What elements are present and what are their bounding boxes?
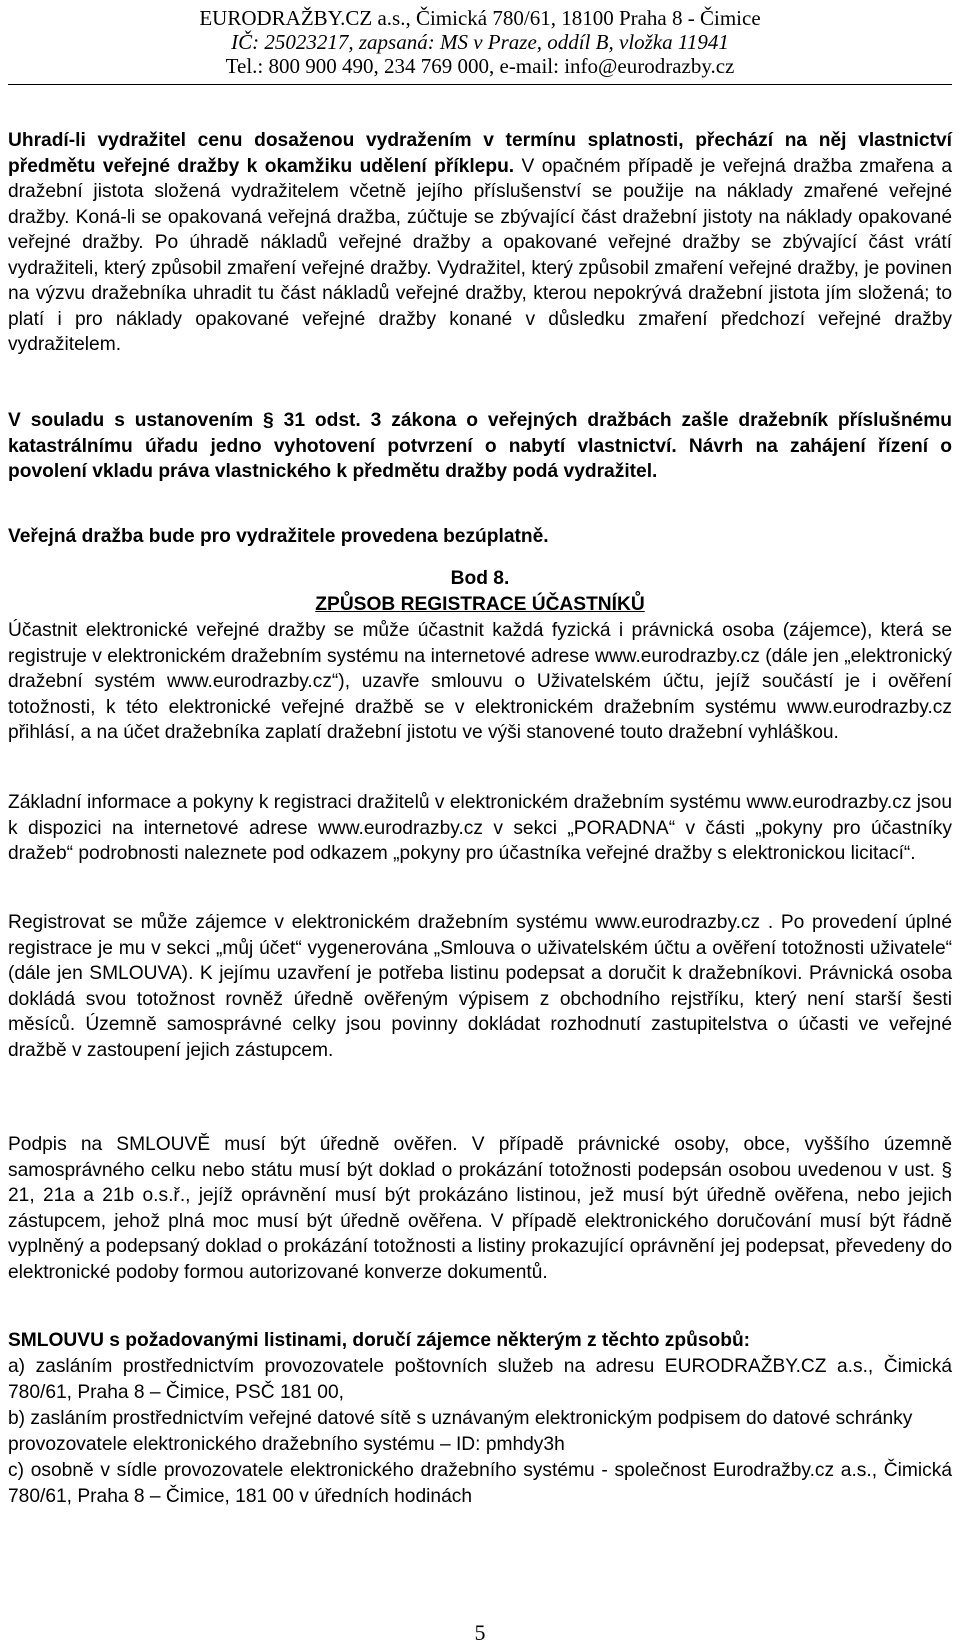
paragraph-registration-intro: Účastnit elektronické veřejné dražby se může účastnit každá fyzická i právnická osoba (zájemce), která se registruje v elektronickém dražebním systému na internetové adrese www.eurodrazby.cz (dále jen „elektronický dražební systém www.eurodrazby.cz“), uzavře smlouvu o Uživatelském účtu, jejíž součástí je i ověření totožnosti, k této elektronické veřejné dražbě se v elektronickém dražebním systému www.eurodrazby.cz přihlásí, a na účet dražebníka zaplatí dražební jistotu ve výši stanovené touto dražební vyhláškou. — [8, 620, 952, 743]
paragraph-payment-bold: Uhradí-li vydražitel cenu dosaženou vydražením v termínu splatnosti, přechází na něj vlastnictví předmětu veřejné dražby k okamžiku udělení příklepu. — [8, 130, 952, 177]
delivery-option-personal: c) osobně v sídle provozovatele elektronického dražebního systému - společnost Eurodražby.cz a.s., Čimická 780/61, Praha 8 – Čimice, 181 00 v úředních hodinách — [8, 1460, 952, 1507]
header-registration-line: IČ: 25023217, zapsaná: MS v Praze, oddíl B, vložka 11941 — [231, 30, 729, 54]
paragraph-payment-rest: V opačném případě je veřejná dražba zmařena a dražební jistota složená vydražitelem včetně jejího příslušenství se použije na náklady zmařené veřejné dražby. Koná-li se opakovaná veřejná dražba, zúčtuje se zbývající část dražební jistoty na náklady opakované veřejné dražby. Po úhradě nákladů veřejné dražby a opakované veřejné dražby se zbývající část vrátí vydražiteli, který způsobil zmaření veřejné dražby. Vydražitel, který způsobil zmaření veřejné dražby, je povinen na výzvu dražebníka uhradit tu část nákladů veřejné dražby, kterou nepokrývá dražební jistota jím složená; to platí i pro náklady opakované veřejné dražby konané v důsledku zmaření předchozí veřejné dražby vydražitelem. — [8, 155, 952, 355]
section-title: ZPŮSOB REGISTRACE ÚČASTNÍKŮ — [315, 594, 645, 615]
delivery-option-post: a) zasláním prostřednictvím provozovatele poštovních služeb na adresu EURODRAŽBY.CZ a.s., Čimická 780/61, Praha 8 – Čimice, PSČ 181 00, — [8, 1356, 952, 1403]
paragraph-register: Registrovat se může zájemce v elektronickém dražebním systému www.eurodrazby.cz . Po provedení úplné registrace je mu v sekci „můj účet“ vygenerována „Smlouva o uživatelském účtu a ověření totožnosti uživatele“ (dále jen SMLOUVA). K jejímu uzavření je potřeba listinu podepsat a doručit k dražebníkovi. Právnická osoba dokládá svou totožnost rovněž úředně ověřeným výpisem z obchodního rejstříku, který není starší šesti měsíců. Územně samosprávné celky jsou povinny dokládat rozhodnutí zastupitelstva o účasti ve veřejné dražbě v zastoupení jejich zástupcem. — [8, 912, 952, 1061]
page-number: 5 — [474, 1620, 486, 1645]
delivery-heading: SMLOUVU s požadovanými listinami, doručí zájemce některým z těchto způsobů: — [8, 1330, 751, 1351]
paragraph-signature: Podpis na SMLOUVĚ musí být úředně ověřen. V případě právnické osoby, obce, vyššího územně samosprávného celku nebo státu musí být doklad o prokázání totožnosti podepsán osobou uvedenou v ust. § 21, 21a a 21b o.s.ř., jejíž oprávnění musí být prokázáno listinou, jež musí být úředně ověřena, nebo jejich zástupcem, jehož plná moc musí být úředně ověřena. V případě elektronického doručování musí být řádně vyplněný a podepsaný doklad o prokázání totožnosti a listiny prokazující oprávnění jej podepsat, převedeny do elektronické podoby formou autorizované konverze dokumentů. — [8, 1134, 952, 1283]
paragraph-free-of-charge: Veřejná dražba bude pro vydražitele provedena bezúplatně. — [8, 526, 549, 547]
paragraph-registration-info: Základní informace a pokyny k registraci dražitelů v elektronickém dražebním systému www.eurodrazby.cz jsou k dispozici na internetové adrese www.eurodrazby.cz v sekci „PORADNA“ v části „pokyny pro účastníky dražeb“ podrobnosti naleznete pod odkazem „pokyny pro účastníka veřejné dražby s elektronickou licitací“. — [8, 792, 952, 864]
header-divider — [8, 84, 952, 85]
section-number: Bod 8. — [450, 568, 510, 589]
header-contact-line: Tel.: 800 900 490, 234 769 000, e-mail: info@eurodrazby.cz — [225, 54, 735, 78]
delivery-option-data-box: b) zasláním prostřednictvím veřejné datové sítě s uznávaným elektronickým podpisem do datové schránky provozovatele elektronického dražebního systému – ID: pmhdy3h — [8, 1408, 913, 1455]
paragraph-cadastre: V souladu s ustanovením § 31 odst. 3 zákona o veřejných dražbách zašle dražebník příslušnému katastrálnímu úřadu jedno vyhotovení potvrzení o nabytí vlastnictví. Návrh na zahájení řízení o povolení vkladu práva vlastnického k předmětu dražby podá vydražitel. — [8, 410, 952, 482]
header-company-line: EURODRAŽBY.CZ a.s., Čimická 780/61, 18100 Praha 8 - Čimice — [199, 6, 761, 30]
paragraph-payment — [8, 128, 952, 358]
